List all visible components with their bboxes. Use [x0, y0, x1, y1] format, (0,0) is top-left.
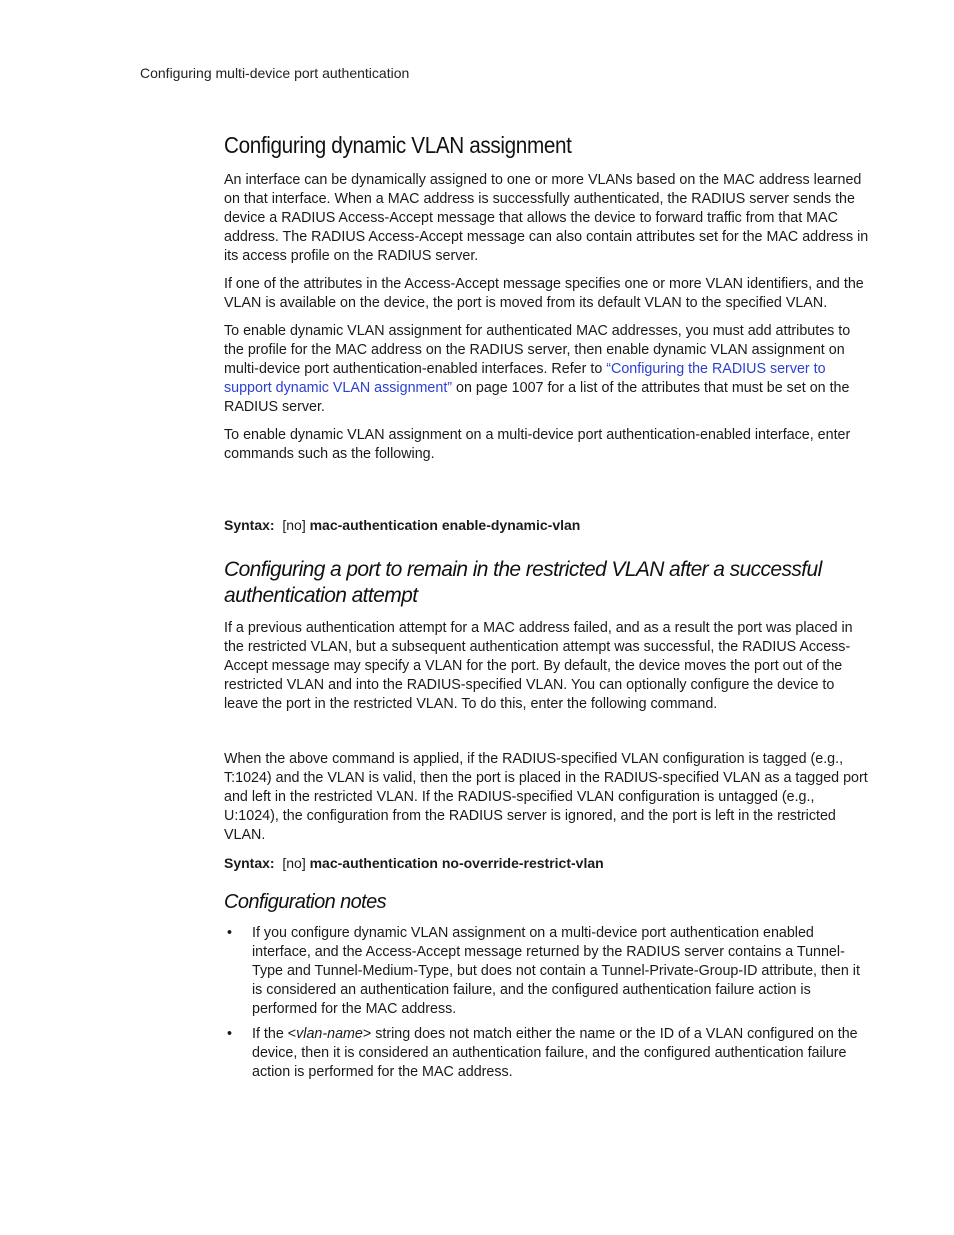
paragraph-enable-dynamic-vlan [224, 322, 870, 417]
text-fragment: To enable dynamic VLAN assignment for authenticated MAC addresses, you must add attributes to the profile for the MAC address on the RADIUS server, then enable dynamic VLAN assignment on multi-device port authentication-enabled interfaces. Refer to [224, 323, 851, 377]
paragraph-enter-commands: To enable dynamic VLAN assignment on a multi-device port authentication-enabled interface, enter commands such as the following. [224, 427, 851, 462]
syntax-option: [no] [282, 855, 306, 871]
running-header: Configuring multi-device port authentication [140, 65, 410, 81]
section-title: Configuring dynamic VLAN assignment [224, 132, 572, 158]
syntax-command: mac-authentication no-override-restrict-vlan [309, 855, 604, 871]
text-fragment: If the < [252, 1026, 297, 1042]
paragraph-intro: An interface can be dynamically assigned to one or more VLANs based on the MAC address learned on that interface. When a MAC address is successfully authenticated, the RADIUS server sends the device a RADIUS Access-Accept message that allows the device to forward traffic from that MAC address. The RADIUS Access-Accept message can also contain attributes set for the MAC address in its access profile on the RADIUS server. [224, 172, 869, 264]
syntax-label: Syntax: [224, 517, 275, 533]
syntax-option: [no] [282, 517, 306, 533]
list-item-text: If you configure dynamic VLAN assignment on a multi-device port authentication enabled interface, and the Access-Accept message returned by the RADIUS server contains a Tunnel-Type and Tunnel-Medium-Type, but does not contain a Tunnel-Private-Group-ID attribute, then it is considered an authentication failure, and the configured authentication failure action is performed for the MAC address. [252, 925, 860, 1017]
bullet-icon: • [227, 1026, 233, 1042]
text-fragment: on page 1007 for a list of the attributes that must be set on the RADIUS server. [224, 380, 850, 415]
configuration-notes-title: Configuration notes [224, 891, 387, 913]
spacer [224, 535, 870, 557]
list-item [224, 1025, 870, 1082]
paragraph-restricted-vlan: If a previous authentication attempt for a MAC address failed, and as a result the port was placed in the restricted VLAN, but a subsequent authentication attempt was successful, the RADIUS Access-Accept message may specify a VLAN for the port. By default, the device moves the port out of the restricted VLAN and into the RADIUS-specified VLAN. You can optionally configure the device to leave the port in the restricted VLAN. To do this, enter the following command. [224, 620, 853, 712]
list-item [224, 924, 870, 1019]
command-example-gap [224, 723, 870, 750]
syntax-label: Syntax: [224, 855, 275, 871]
subsection-title: Configuring a port to remain in the restricted VLAN after a successful authentication attempt [224, 558, 822, 607]
syntax-line-no-override [224, 854, 870, 873]
paragraph-command-applied: When the above command is applied, if the RADIUS-specified VLAN configuration is tagged (e.g., T:1024) and the VLAN is valid, then the port is placed in the RADIUS-specified VLAN as a tagged port and left in the restricted VLAN. If the RADIUS-specified VLAN configuration is untagged (e.g., U:1024), the configuration from the RADIUS server is ignored, and the port is left in the restricted VLAN. [224, 751, 868, 843]
syntax-line-dynamic-vlan [224, 516, 870, 535]
bullet-icon: • [227, 925, 233, 941]
text-fragment: > string does not match either the name or the ID of a VLAN configured on the device, then it is considered an authentication failure, and the configured authentication failure action is performed for the MAC address. [252, 1026, 858, 1080]
spacer [224, 873, 870, 891]
cross-reference-link[interactable]: “Configuring the RADIUS server to support dynamic VLAN assignment” [224, 361, 826, 396]
page-content [224, 132, 870, 1088]
syntax-command: mac-authentication enable-dynamic-vlan [309, 517, 581, 533]
paragraph-vlan-identifiers: If one of the attributes in the Access-Accept message specifies one or more VLAN identifiers, and the VLAN is available on the device, the port is moved from its default VLAN to the specified VLAN. [224, 276, 864, 311]
configuration-notes-list [224, 924, 870, 1082]
variable-vlan-name: vlan-name [296, 1026, 363, 1042]
command-example-gap [224, 473, 870, 516]
